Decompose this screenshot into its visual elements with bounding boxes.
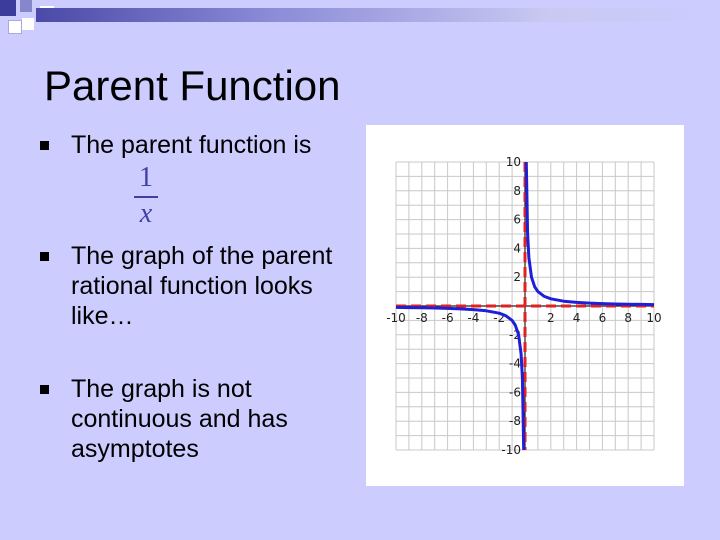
slide-title: Parent Function [44, 62, 341, 109]
x-tick-label: -4 [467, 311, 480, 325]
y-tick-label: -6 [509, 385, 521, 400]
deco-square [8, 20, 22, 34]
y-tick-label: -10 [501, 443, 521, 457]
y-tick-label: -4 [509, 356, 521, 371]
y-tick-label: -2 [509, 327, 521, 342]
curve-branch-negative [396, 307, 524, 450]
bullet-list [40, 0, 360, 540]
x-tick-label: -8 [415, 311, 428, 325]
fraction-numerator: 1 [139, 162, 153, 193]
bullet-square-icon [40, 252, 49, 261]
y-tick-label: 2 [513, 270, 521, 285]
deco-square [22, 18, 34, 30]
bullet-square-icon [40, 385, 49, 394]
x-tick-label: 10 [646, 311, 662, 325]
bullet-text: The parent function is [71, 131, 312, 159]
x-tick-label: -2 [493, 311, 506, 325]
x-tick-label: 2 [546, 311, 555, 325]
y-tick-label: 6 [513, 212, 521, 227]
deco-square [0, 0, 16, 16]
bullet-text: The graph of the parent rational function looks like… [71, 242, 333, 330]
bullet-text: The graph is not continuous and has asymptotes [71, 375, 288, 463]
x-tick-label: 8 [624, 311, 633, 325]
deco-square [20, 0, 32, 12]
y-tick-label: 4 [513, 241, 521, 256]
x-tick-label: 4 [572, 311, 581, 325]
x-tick-label: -10 [386, 311, 406, 325]
y-tick-label: 10 [505, 155, 521, 169]
y-tick-label: 8 [513, 183, 521, 198]
curve-branch-positive [526, 162, 654, 305]
graph-svg [366, 125, 684, 486]
graph-panel [366, 125, 684, 486]
bullet-square-icon [40, 141, 49, 150]
x-tick-label: 6 [598, 311, 607, 325]
fraction-denominator: x [139, 198, 153, 229]
x-tick-label: -6 [441, 311, 454, 325]
y-tick-label: -8 [509, 414, 521, 429]
fraction-one-over-x [128, 162, 164, 232]
